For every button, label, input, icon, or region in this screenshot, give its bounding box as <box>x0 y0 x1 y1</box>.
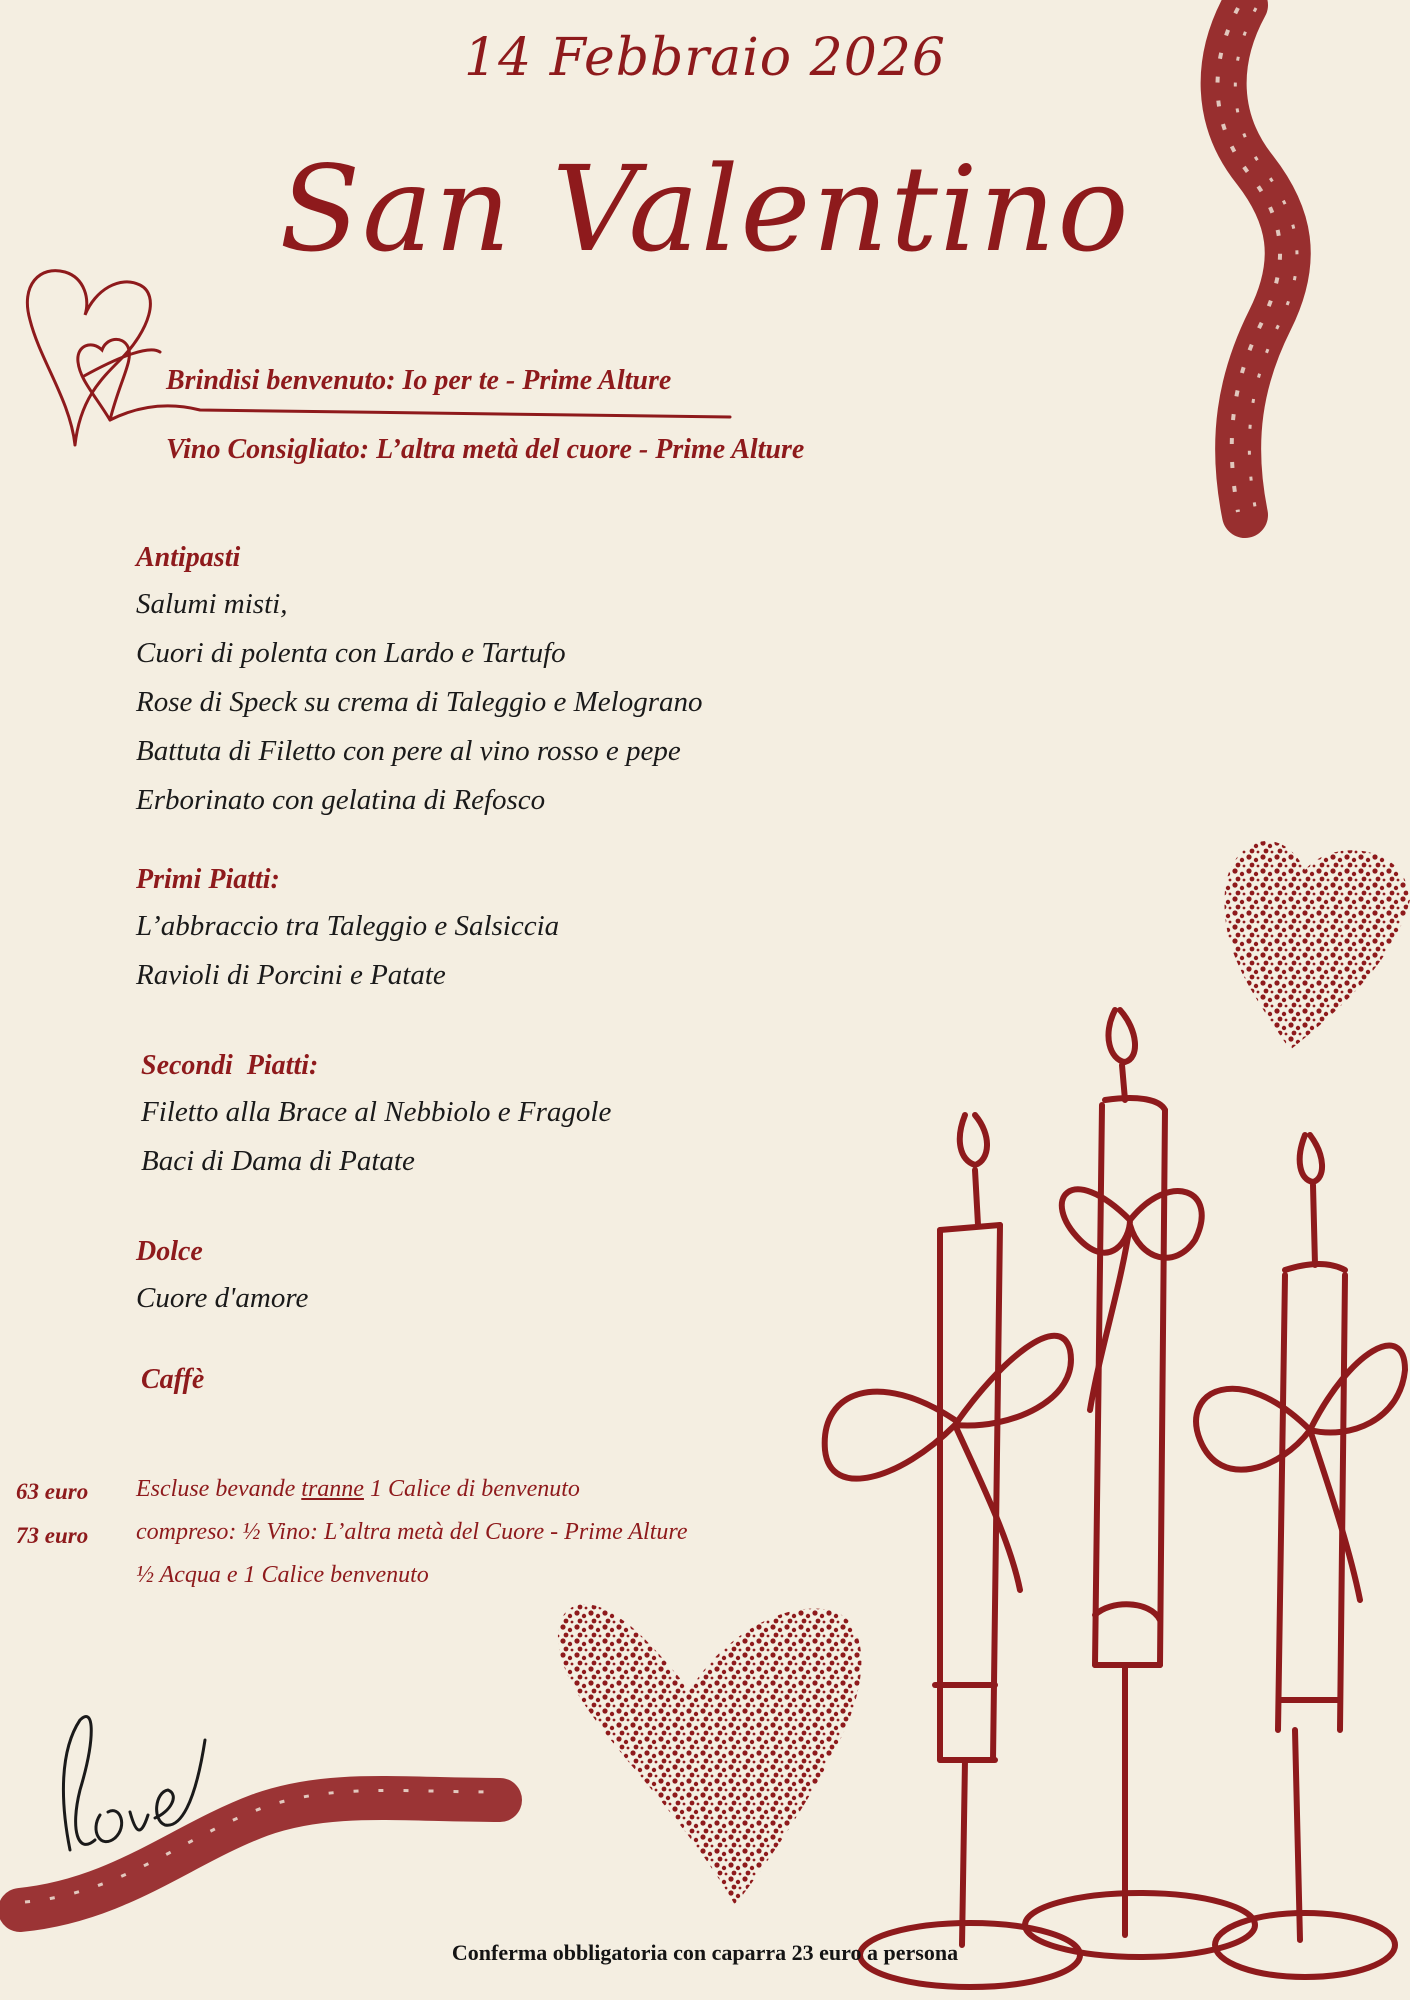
menu-item: Cuori di polenta con Lardo e Tartufo <box>136 637 566 669</box>
price-note-1-a: Escluse bevande <box>136 1476 302 1502</box>
menu-item: Erborinato con gelatina di Refosco <box>136 784 546 816</box>
price-note-2: compreso: ½ Vino: L’altra metà del Cuore - Prime Alture <box>136 1519 688 1545</box>
menu-item: Baci di Dama di Patate <box>141 1145 415 1177</box>
menu-item: Salumi misti, <box>136 588 288 620</box>
menu-item: Ravioli di Porcini e Patate <box>136 959 446 991</box>
section-title: Secondi Piatti: <box>141 1050 319 1081</box>
section-caffe: Caffè <box>141 1364 205 1395</box>
price-with-wine: 73 euro <box>16 1523 89 1548</box>
recommended-wine: Vino Consigliato: L’altra metà del cuore - Prime Alture <box>166 434 805 465</box>
price-note-1 <box>136 1476 580 1503</box>
stippled-heart-icon <box>558 1604 861 1905</box>
section-dolce <box>136 1236 308 1323</box>
section-secondi <box>141 1050 611 1186</box>
love-script-icon <box>63 1716 205 1850</box>
section-antipasti <box>136 542 702 825</box>
menu-item: Rose di Speck su crema di Taleggio e Melograno <box>136 686 703 718</box>
page-title: San Valentino <box>279 140 1131 278</box>
section-title: Primi Piatti: <box>136 864 280 895</box>
price-base: 63 euro <box>16 1479 89 1504</box>
section-title: Dolce <box>136 1236 203 1267</box>
heart-outline-icon <box>27 271 730 445</box>
section-title: Antipasti <box>136 542 241 573</box>
menu-item: Battuta di Filetto con pere al vino rosso e pepe <box>136 735 681 767</box>
stippled-heart-icon <box>1224 841 1410 1050</box>
price-note-3: ½ Acqua e 1 Calice benvenuto <box>136 1562 429 1588</box>
welcome-toast-wine: Brindisi benvenuto: Io per te - Prime Alture <box>166 365 672 396</box>
menu-item: L’abbraccio tra Taleggio e Salsiccia <box>136 910 560 942</box>
section-primi <box>136 864 559 1000</box>
candles-icon <box>825 1010 1405 1987</box>
footer-note: Conferma obbligatoria con caparra 23 euro a persona <box>451 1940 959 1965</box>
event-date: 14 Febbraio 2026 <box>464 28 946 88</box>
menu-item: Cuore d'amore <box>136 1282 309 1314</box>
brush-stroke-icon <box>20 1790 500 1910</box>
price-note-1-underlined: tranne <box>301 1476 364 1502</box>
menu-item: Filetto alla Brace al Nebbiolo e Fragole <box>141 1096 612 1128</box>
price-note-1-b: 1 Calice di benvenuto <box>363 1476 580 1502</box>
